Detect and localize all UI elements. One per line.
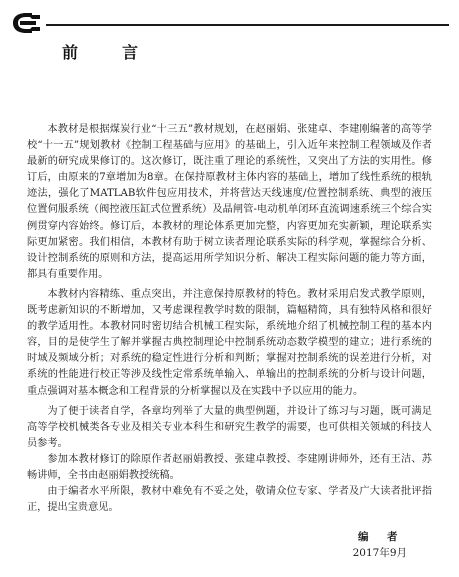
preface-paragraph-2: 本教材内容精练、重点突出，并注意保持原教材的特色。教材采用启发式教学原则，既考虑新知识的不断增加，又考虑课程教学时数的限制，篇幅精简，具有独特风格和很好的教学适用性。本教材同时密切结合机械工程实际，系统地介绍了机械控制工程的基本内容，目的是使学生了解并掌握古典控制理论中控制系统动态数学模型的建立；进行系统的时域及频域分析；对系统的稳定性进行分析和判断；掌握对控制系统的误差进行分析，对系统的性能进行校正等涉及线性定常系统单输入、单输出的控制系统的分析与设计问题，重点强调对基本概念和工程背景的分析掌握以及在实践中予以应用的能力。	[27, 288, 432, 397]
signature-name: 编 者	[358, 531, 402, 543]
signature-block	[353, 530, 407, 560]
preface-body	[27, 122, 432, 516]
header-rule	[46, 24, 449, 26]
signature-date: 2017年9月	[352, 547, 407, 559]
page-title: 前 言	[62, 43, 153, 62]
preface-paragraph-1: 本教材是根据煤炭行业“十三五”教材规划，在赵丽娟、张建卓、李建刚编著的高等学校“十一五”规划教材《控制工程基础与应用》的基础上，引入近年来控制工程领域及作者最新的研究成果修订的。这次修订，既注重了理论的系统性，又突出了方法的实用性。修订后，由原来的7章增加为8章。在保持原教材主体内容的基础上，增加了线性系统的根轨迹法，强化了MATLAB软件包应用技术，并将营达天线速度/位置控制系统、典型的液压位置伺服系统（阀控液压缸式位置系统）及晶闸管-电动机单闭环直流调速系统三个综合实例贯穿内容始终。修订后，本教材的理论体系更加完整，内容更加充实新颖，理论联系实际更加紧密。我们相信，本教材有助于树立读者理论联系实际的科学观，掌握综合分析、设计控制系统的原则和方法，提高运用所学知识分析、解决工程实际问题的能力等方面，都具有重要作用。	[27, 124, 432, 280]
preface-paragraph-3: 为了便于读者自学，各章均列举了大量的典型例题，并设计了练习与习题，既可满足高等学校机械类各专业及相关专业本科生和研究生教学的需要，也可供相关领域的科技人员参考。	[27, 405, 432, 449]
preface-paragraph-4: 参加本教材修订的除原作者赵丽娟教授、张建卓教授、李建刚讲师外，还有王洁、苏畅讲师，全书由赵丽娟教授统稿。	[27, 453, 432, 481]
preface-paragraph-5: 由于编者水平所限，教材中难免有不妥之处，敬请众位专家、学者及广大读者批评指正，提出宝贵意见。	[27, 486, 432, 514]
publisher-logo-icon	[10, 12, 48, 34]
page-header	[10, 12, 449, 34]
